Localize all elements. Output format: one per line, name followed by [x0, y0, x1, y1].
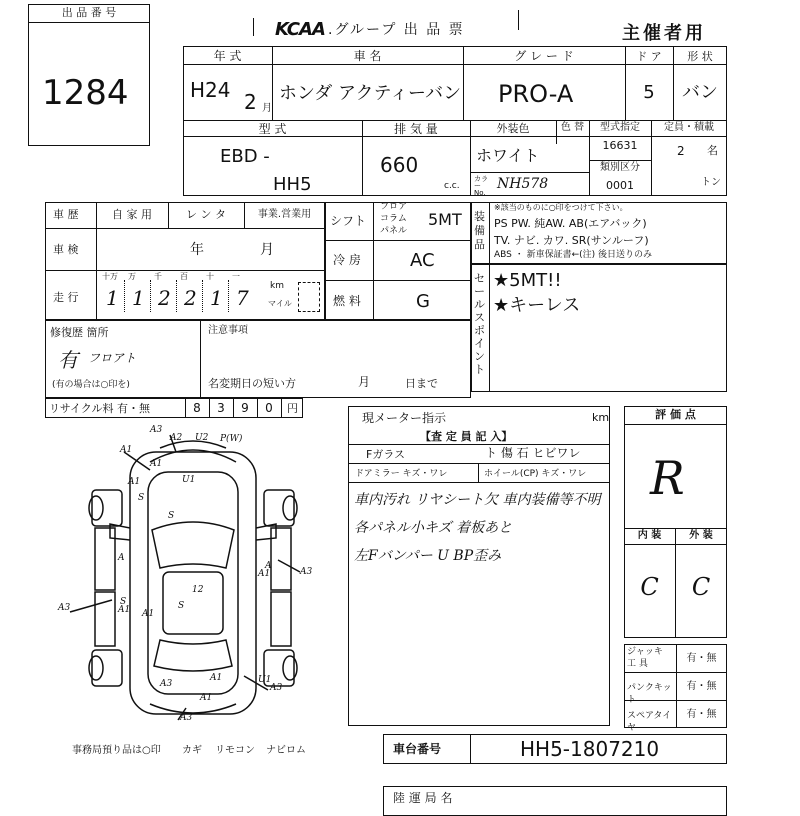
damage-mark-0: A3	[150, 425, 163, 435]
remote-item[interactable]: リモコン	[215, 745, 255, 756]
body-type-label: 形 状	[687, 50, 713, 63]
left-front-door	[95, 528, 115, 590]
interior-grade: C	[640, 573, 659, 601]
damage-mark-21: A3	[180, 713, 193, 723]
damage-mark-4: A1	[120, 445, 133, 455]
wheel-label: ホイール(CP) キズ・ワレ	[484, 469, 587, 479]
meter-unit: km	[592, 411, 610, 424]
key-item[interactable]: カギ	[182, 745, 202, 756]
windshield	[152, 522, 234, 568]
damage-mark-18: A3	[270, 683, 283, 693]
mileage-unit-2: 千	[154, 272, 162, 281]
capacity: 2	[677, 144, 685, 158]
damage-mark-2: U2	[195, 433, 209, 443]
inspector-comment-1: 車内汚れ リヤシート欠 車内装備等不明	[354, 492, 601, 508]
mileage-digit-3: 2	[184, 286, 197, 310]
category-label: 類別区分	[600, 162, 640, 173]
equipment-line-3: ABS ・ 新車保証書←(注) 後日送りのみ	[494, 250, 653, 260]
damage-mark-20: A1	[210, 673, 223, 683]
vehicle-basic-table	[183, 46, 727, 196]
exterior-color: ホワイト	[476, 146, 540, 165]
shift-value: 5MT	[428, 210, 462, 229]
grade: PRO-A	[498, 80, 574, 108]
rating-label: 評 価 点	[655, 408, 696, 421]
damage-mark-1: A2	[170, 433, 183, 443]
navi-rom-item[interactable]: ナビロム	[266, 745, 306, 756]
copy-label: 主催者用	[622, 23, 706, 44]
damage-mark-6: U1	[182, 475, 196, 485]
glass-options: ト 傷 石 ヒビワレ	[485, 446, 581, 460]
fuel-label: 燃 料	[333, 294, 361, 308]
usage-private[interactable]: 自 家 用	[112, 208, 152, 221]
damage-mark-5: A1	[150, 459, 163, 469]
inspection-month: 月	[260, 242, 274, 258]
repair-hint: (有の場合は○印を)	[52, 380, 130, 390]
ac-value: AC	[410, 250, 435, 271]
mileage-digit-1: 1	[132, 286, 145, 310]
meter-label: 現メーター指示	[362, 411, 447, 425]
recycle-digit-3: 0	[265, 401, 273, 415]
dealer-label: 陸 運 局 名	[393, 791, 453, 805]
inspector-comment-2: 各パネル小キズ 着板あと	[354, 520, 513, 536]
right-front-fender	[264, 490, 294, 526]
shift-option-column[interactable]: コラム	[380, 214, 407, 224]
damage-mark-25: S	[178, 601, 185, 611]
year-era: H24	[190, 78, 231, 102]
recycle-label: リサイクル料 有・無	[49, 402, 150, 415]
mile-checkbox[interactable]	[298, 282, 320, 312]
model-prefix: EBD -	[220, 146, 270, 167]
damage-mark-7: A1	[128, 477, 141, 487]
sales-point-2: ★キーレス	[493, 295, 581, 316]
doors-label: ド ア	[636, 50, 662, 63]
mileage-digit-5: 7	[236, 286, 249, 310]
displacement: 660	[380, 153, 419, 177]
glass-label: Fガラス	[366, 448, 405, 461]
tool-label-2: スペアタイヤ	[627, 711, 672, 733]
exterior-label: 外 装	[689, 530, 713, 541]
recycle-digit-2: 9	[241, 401, 249, 415]
mirror-label: ドアミラー キズ・ワレ	[355, 469, 448, 479]
damage-mark-19: U1	[258, 675, 272, 685]
right-front-door	[271, 528, 291, 590]
left-front-fender	[92, 490, 122, 526]
tool-label-0: ジャッキ 工 具	[627, 647, 663, 669]
mileage-unit-mile: マイル	[268, 299, 292, 308]
vehicle-name: ホンダ アクティーバン	[279, 83, 462, 104]
damage-mark-10: A	[118, 553, 125, 563]
left-rear-door	[95, 592, 115, 646]
damage-mark-14: A3	[58, 603, 71, 613]
model-code: HH5	[273, 174, 312, 195]
left-rear-fender	[92, 650, 122, 686]
office-items-label: 事務局預り品は○印	[72, 745, 161, 756]
year-month-suffix: 月	[262, 103, 272, 114]
sales-point-1: ★5MT!!	[493, 270, 562, 291]
mileage-digit-4: 1	[210, 286, 223, 310]
mileage-unit-km: km	[270, 281, 284, 291]
roof-panel	[163, 572, 223, 634]
name-change-month: 月	[358, 375, 371, 389]
recycle-unit: 円	[287, 402, 298, 415]
capacity-unit: 名	[707, 144, 718, 157]
name-label: 車 名	[353, 49, 382, 63]
damage-mark-17: A1	[142, 609, 155, 619]
rear-window	[154, 640, 232, 671]
damage-mark-16: A1	[118, 605, 131, 615]
mileage-unit-0: 十万	[102, 272, 118, 281]
front-bumper	[150, 450, 236, 462]
tool-value-2[interactable]: 有・無	[686, 709, 717, 720]
right-rear-fender	[264, 650, 294, 686]
category: 0001	[606, 179, 634, 192]
equipment-line-1: PS PW. 純AW. AB(エアバック)	[494, 217, 647, 230]
ac-label: 冷 房	[333, 253, 361, 267]
equipment-line-2: TV. ナビ. カワ. SR(サンルーフ)	[494, 234, 649, 247]
interior-label: 内 装	[637, 530, 662, 541]
lot-number: 1284	[42, 73, 129, 113]
repair-hand-note: フロアト	[88, 351, 137, 365]
damage-mark-24: 12	[192, 585, 204, 595]
model-label: 型 式	[258, 122, 287, 136]
damage-mark-13: A3	[300, 567, 313, 577]
shift-option-panel[interactable]: パネル	[380, 226, 408, 236]
chassis-label: 車台番号	[393, 742, 442, 756]
damage-mark-12: A1	[258, 569, 271, 579]
lot-number-label: 出 品 番 号	[61, 6, 117, 19]
year-month: 2	[244, 90, 257, 114]
year-label: 年 式	[213, 49, 242, 63]
repair-mark: 有	[58, 348, 78, 372]
rating-score: R	[650, 451, 685, 505]
color-number-label: カラー No.	[474, 175, 488, 197]
sales-points-label: セールスポイント	[474, 272, 485, 376]
chassis-number: HH5-1807210	[520, 737, 660, 761]
type-designation: 16631	[602, 139, 638, 152]
mileage-unit-5: 一	[232, 272, 240, 281]
body-type: バン	[682, 82, 718, 103]
damage-mark-8: S	[138, 493, 145, 503]
tool-value-1[interactable]: 有・無	[686, 681, 717, 692]
usage-label: 車 歴	[53, 208, 79, 221]
color-number: NH578	[497, 176, 549, 192]
inspector-comment-3: 左Fバンパー U BP歪み	[354, 548, 502, 564]
color-change-label: 色 替	[560, 122, 585, 133]
damage-mark-3: P(W)	[220, 434, 243, 444]
load-unit: トン	[701, 177, 721, 188]
mileage-unit-4: 十	[206, 272, 214, 281]
displacement-label: 排 気 量	[394, 122, 438, 136]
grade-label: グ レ ー ド	[514, 49, 574, 63]
name-change-day: 日まで	[405, 377, 438, 390]
capacity-label: 定員・積載	[664, 122, 714, 133]
damage-mark-15: S	[120, 597, 127, 607]
repair-label: 修復歴 箇所	[50, 326, 109, 339]
mileage-unit-3: 百	[180, 272, 188, 281]
recycle-digit-0: 8	[193, 401, 201, 415]
form-title: .グループ 出 品 票	[328, 22, 465, 38]
damage-mark-22: A1	[200, 693, 213, 703]
inspector-section-title: 【査 定 員 記 入】	[420, 430, 513, 443]
mileage-label: 走 行	[53, 291, 79, 304]
exterior-grade: C	[691, 573, 711, 601]
color-label: 外装色	[496, 122, 530, 135]
damage-mark-9: S	[168, 511, 175, 521]
notes-label: 注意事項	[208, 325, 248, 336]
usage-rental[interactable]: レ ン タ	[186, 208, 226, 221]
usage-business[interactable]: 事業.営業用	[257, 209, 312, 220]
doors: 5	[643, 82, 655, 103]
car-cabin-outline	[148, 472, 238, 694]
shift-option-floor[interactable]: フロア	[380, 202, 408, 212]
displacement-unit: c.c.	[444, 181, 460, 191]
damage-mark-11: A	[265, 561, 272, 571]
name-change-label: 名変期日の短い方	[208, 377, 296, 390]
shift-label: シフト	[330, 214, 367, 228]
tool-label-1: パンクキット	[627, 683, 672, 705]
mileage-digit-0: 1	[106, 286, 119, 310]
inspection-label: 車 検	[53, 243, 79, 256]
equipment-note: ※該当のものに○印をつけて下さい。	[494, 203, 628, 212]
type-designation-label: 型式指定	[600, 122, 640, 133]
right-rear-door	[271, 592, 291, 646]
rear-bumper	[150, 704, 236, 713]
car-body-outline	[130, 452, 256, 714]
org-logo: KCAA	[275, 19, 325, 40]
mileage-unit-1: 万	[128, 272, 136, 281]
equipment-label: 装備品	[474, 210, 485, 251]
inspection-year: 年	[190, 242, 204, 258]
damage-mark-23: A3	[160, 679, 173, 689]
recycle-digit-1: 3	[217, 401, 225, 415]
tool-value-0[interactable]: 有・無	[686, 653, 717, 664]
mileage-digit-2: 2	[158, 286, 171, 310]
fuel-value: G	[416, 291, 430, 312]
